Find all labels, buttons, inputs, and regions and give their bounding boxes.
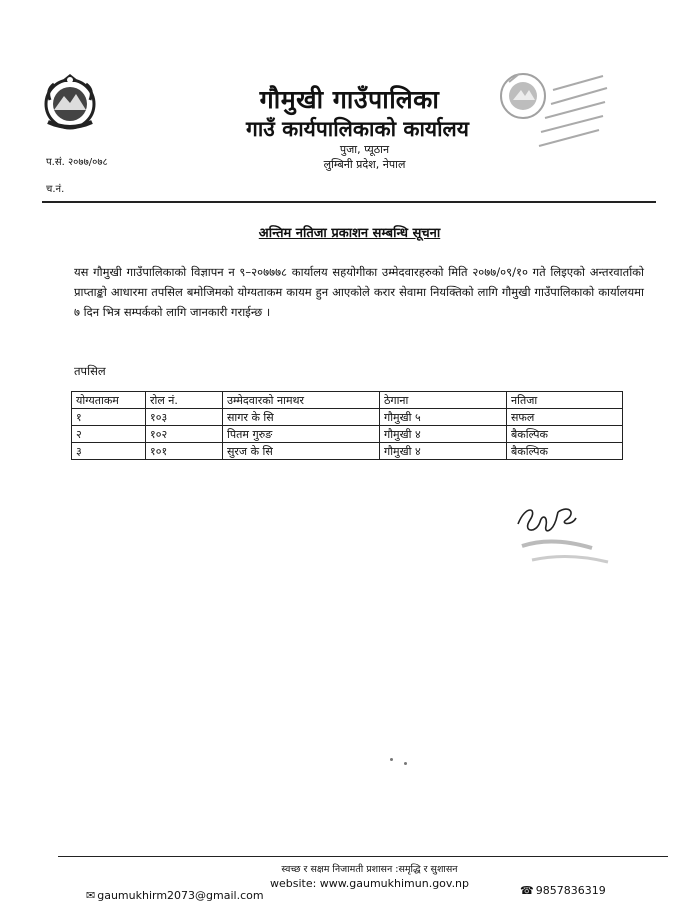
table-row [72, 409, 623, 426]
cell-roll: १०२ [146, 426, 223, 443]
col-header-rank: योग्यताकम [72, 392, 146, 409]
footer-email [86, 889, 264, 902]
cell-result: बैकल्पिक [507, 426, 623, 443]
notice-body: यस गौमुखी गाउँपालिकाको विज्ञापन न ९–२०७७७८ कार्यालय सहयोगीका उम्मेदवारहरुको मिति २०७७/०९/१० गते लिइएको अन्तरवार्ताको प्राप्ताङ्को आधारमा तपसिल बमोजिमको योग्यताकम कायम हुन आएकोले करार सेवामा नियक्तिको लागि गौमुखी गाउँपालिकाको कार्यालयमा ७ दिन भित्र सम्पर्कको लागि जानकारी गराईन्छ । [74, 265, 644, 319]
cell-name: सुरज के सि [223, 443, 380, 460]
cell-rank: २ [72, 426, 146, 443]
table-header-row [72, 392, 623, 409]
cell-address: गौमुखी ४ [380, 426, 507, 443]
phone-number: 9857836319 [535, 884, 606, 897]
scan-mark [404, 762, 407, 765]
cell-result: सफल [507, 409, 623, 426]
cell-rank: ३ [72, 443, 146, 460]
footer-slogan: स्वच्छ र सक्षम निजामती प्रशासन :समृद्धि र सुशासन [281, 864, 458, 875]
col-header-roll: रोल नं. [146, 392, 223, 409]
tapsil-label: तपसिल [74, 364, 106, 378]
table-row [72, 443, 623, 460]
cell-roll: १०३ [146, 409, 223, 426]
results-table [71, 391, 623, 460]
cell-rank: १ [72, 409, 146, 426]
reference-number: प.सं. २०७७/०७८ [46, 157, 108, 168]
address-line-1: पुजा, प्यूठान [339, 143, 390, 156]
office-title: गाउँ कार्यपालिकाको कार्यालय [246, 117, 469, 141]
footer-phone [520, 884, 606, 897]
municipality-title: गौमुखी गाउँपालिका [259, 85, 440, 114]
col-header-name: उम्मेदवारको नामथर [223, 392, 380, 409]
phone-icon: ☎ [520, 884, 534, 897]
cell-name: पितम गुरुङ [223, 426, 380, 443]
table-row [72, 426, 623, 443]
address-line-2: लुम्बिनी प्रदेश, नेपाल [323, 158, 406, 171]
dispatch-number: च.नं. [46, 184, 65, 195]
col-header-result: नतिजा [507, 392, 623, 409]
signature [512, 498, 622, 578]
cell-roll: १०१ [146, 443, 223, 460]
scan-mark [390, 758, 393, 761]
cell-name: सागर के सि [223, 409, 380, 426]
header-divider [42, 201, 656, 203]
cell-address: गौमुखी ५ [380, 409, 507, 426]
mail-icon: ✉ [86, 889, 96, 902]
footer-website: website: www.gaumukhimun.gov.np [269, 877, 470, 890]
email-address: gaumukhirm2073@gmail.com [97, 889, 264, 902]
cell-result: बैकल्पिक [507, 443, 623, 460]
cell-address: गौमुखी ४ [380, 443, 507, 460]
footer-divider [58, 856, 668, 857]
notice-subject: अन्तिम नतिजा प्रकाशन सम्बन्धि सूचना [258, 226, 441, 241]
col-header-address: ठेगाना [380, 392, 507, 409]
